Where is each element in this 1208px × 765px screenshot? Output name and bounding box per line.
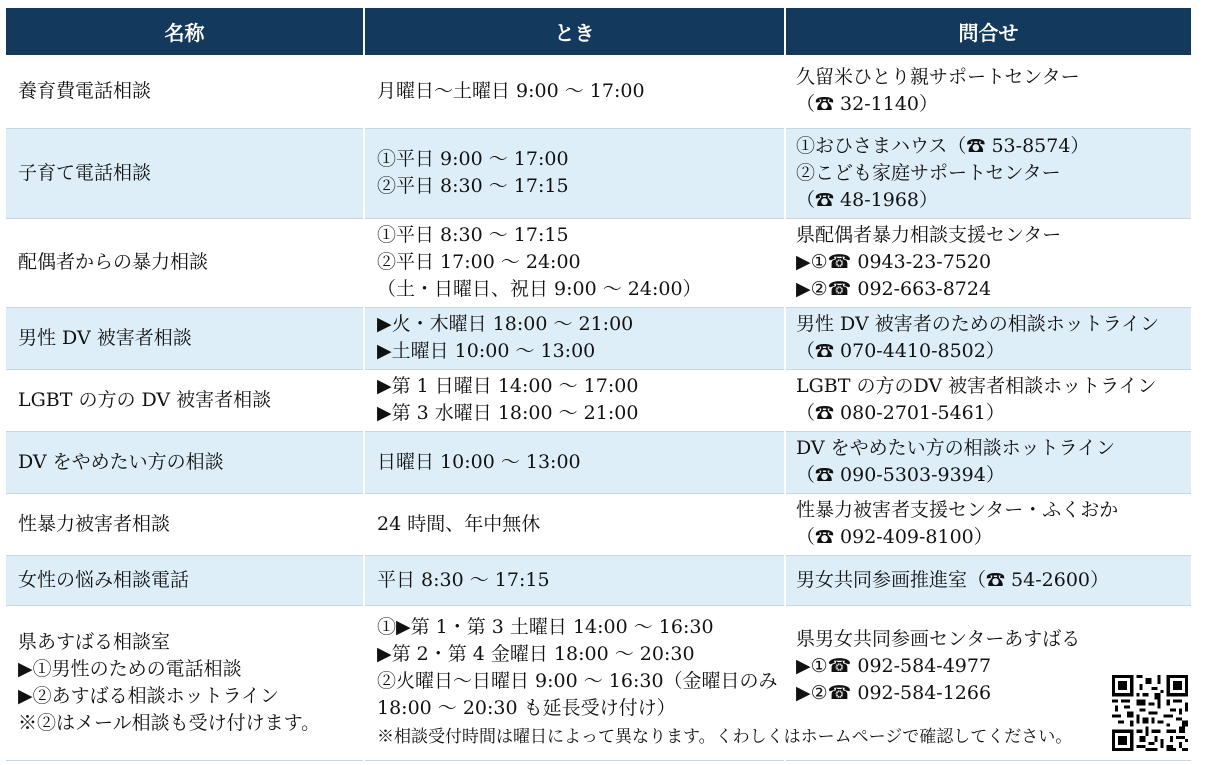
name-line: ※②はメール相談も受け付けます。 [18,711,321,734]
time-line: ①平日 8:30 〜 17:15 [377,224,569,246]
name-line: 男性 DV 被害者相談 [18,326,192,349]
time-line: （土・日曜日、祝日 9:00 〜 24:00） [377,278,702,300]
column-header-contact: 問合せ [785,8,1191,55]
row-name [6,431,364,493]
contact-line: （☎ 080-2701-5461） [796,402,1005,424]
row-name [6,218,364,307]
row-time [364,431,785,493]
contact-line: 男性 DV 被害者のための相談ホットライン [796,313,1160,335]
contact-line: （☎ 092-409-8100） [796,526,993,548]
footnote: ※相談受付時間は曜日によって異なります。くわしくはホームページで確認してください。 [377,727,1073,747]
row-name [6,307,364,369]
row-contact [785,555,1191,605]
time-line: 18:00 〜 20:30 も延長受け付け） [377,697,676,719]
contact-line: DV をやめたい方の相談ホットライン [796,437,1116,459]
time-line: ▶第 2・第 4 金曜日 18:00 〜 20:30 [377,643,695,665]
time-line: ▶第 3 水曜日 18:00 〜 21:00 [377,402,639,424]
contact-line: （☎ 090-5303-9394） [796,464,1005,486]
time-line: 24 時間、年中無休 [377,512,541,535]
row-contact [785,218,1191,307]
qr-code-icon[interactable] [1112,675,1188,751]
time-line: 月曜日〜土曜日 9:00 〜 17:00 [377,79,645,102]
name-line: DV をやめたい方の相談 [18,450,224,473]
table-row [6,369,1191,431]
row-contact [785,307,1191,369]
row-name [6,55,364,128]
row-time [364,128,785,218]
column-header-time: とき [364,8,785,55]
contact-line: 久留米ひとり親サポートセンター [796,66,1080,89]
row-time [364,307,785,369]
contact-line: ▶②☎ 092-584-1266 [796,681,992,704]
time-line: ②平日 17:00 〜 24:00 [377,251,581,273]
table-row [6,307,1191,369]
row-contact [785,128,1191,218]
name-line: 養育費電話相談 [18,79,152,102]
name-line: 県あすばる相談室 [18,630,171,653]
row-name [6,493,364,555]
table-row [6,555,1191,605]
contact-line: ▶②☎ 092-663-8724 [796,278,992,300]
name-line: LGBT の方の DV 被害者相談 [18,388,272,411]
contact-line: （☎ 48-1968） [796,188,938,211]
time-line: ▶第 1 日曜日 14:00 〜 17:00 [377,375,639,397]
name-line: ▶①男性のための電話相談 [18,657,242,680]
row-time [364,218,785,307]
row-time [364,55,785,128]
contact-line: 県男女共同参画センターあすばる [796,627,1081,650]
row-time [364,369,785,431]
name-line: ▶②あすばる相談ホットライン [18,684,280,707]
time-line: ▶火・木曜日 18:00 〜 21:00 [377,313,634,335]
time-line: ②火曜日〜日曜日 9:00 〜 16:30（金曜日のみ [377,670,778,692]
row-time [364,493,785,555]
time-line: ①▶第 1・第 3 土曜日 14:00 〜 16:30 [377,616,714,638]
contact-line: （☎ 070-4410-8502） [796,340,1005,362]
column-header-name: 名称 [6,8,364,55]
row-name [6,128,364,218]
time-line: ②平日 8:30 〜 17:15 [377,175,569,197]
contact-line: LGBT の方のDV 被害者相談ホットライン [796,375,1157,397]
table-row [6,128,1191,218]
table-row [6,218,1191,307]
contact-line: 男女共同参画推進室（☎ 54-2600） [796,568,1109,591]
contact-line: （☎ 32-1140） [796,93,938,116]
table-row [6,605,1191,760]
row-contact [785,55,1191,128]
consultation-table [6,8,1191,761]
time-line: 平日 8:30 〜 17:15 [377,568,550,591]
contact-line: ②こども家庭サポートセンター [796,161,1061,184]
row-contact [785,431,1191,493]
name-line: 配偶者からの暴力相談 [18,251,209,273]
table-row [6,493,1191,555]
row-name [6,555,364,605]
contact-line: 県配偶者暴力相談支援センター [796,224,1062,246]
contact-line: ▶①☎ 092-584-4977 [796,654,992,677]
time-line: 日曜日 10:00 〜 13:00 [377,450,581,473]
name-line: 子育て電話相談 [18,161,152,184]
name-line: 女性の悩み相談電話 [18,568,190,591]
table-row [6,431,1191,493]
name-line: 性暴力被害者相談 [18,512,171,535]
row-contact [785,493,1191,555]
row-name [6,369,364,431]
row-time [364,555,785,605]
table-header-row [6,8,1191,55]
contact-line: ①おひさまハウス（☎ 53-8574） [796,134,1090,157]
time-line: ①平日 9:00 〜 17:00 [377,148,569,170]
row-name [6,605,364,760]
row-contact [785,369,1191,431]
table-row [6,55,1191,128]
time-line: ▶土曜日 10:00 〜 13:00 [377,340,596,362]
contact-line: 性暴力被害者支援センター・ふくおか [796,499,1119,521]
contact-line: ▶①☎ 0943-23-7520 [796,251,992,273]
